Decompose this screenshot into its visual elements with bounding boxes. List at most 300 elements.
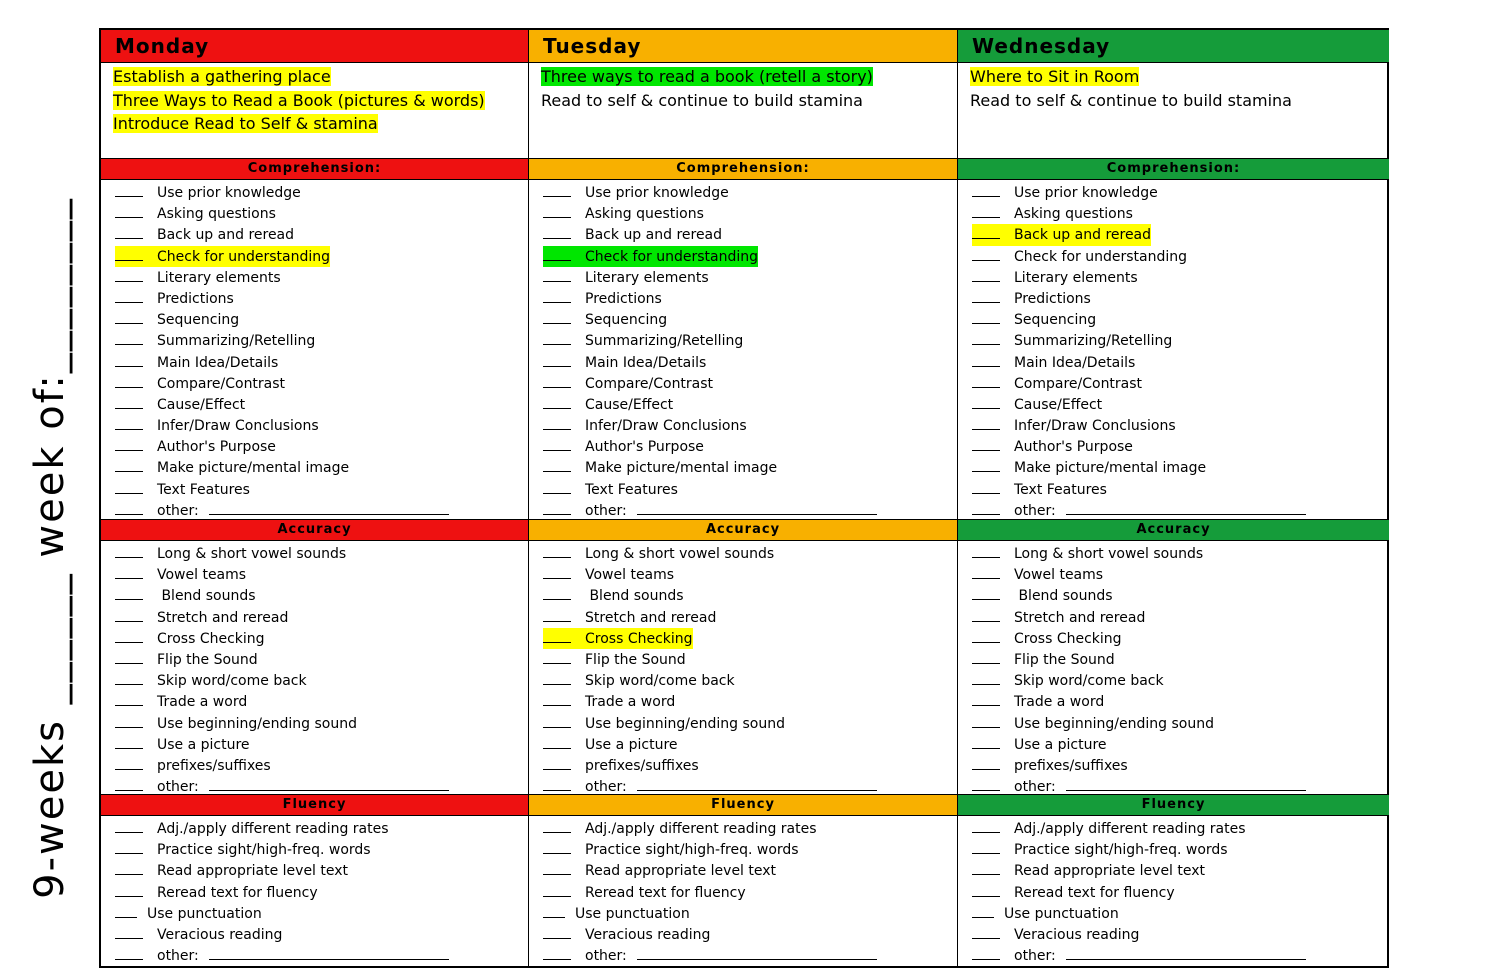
checklist-item-label: Read appropriate level text bbox=[157, 863, 349, 880]
check-blank[interactable] bbox=[543, 203, 571, 218]
check-blank[interactable] bbox=[543, 839, 571, 854]
checklist-item[interactable] bbox=[972, 839, 1389, 860]
check-blank[interactable] bbox=[972, 649, 1000, 664]
checklist-item[interactable] bbox=[115, 903, 528, 924]
checklist-item[interactable] bbox=[543, 924, 957, 945]
check-blank[interactable] bbox=[543, 500, 571, 515]
check-blank[interactable] bbox=[115, 224, 143, 239]
checklist-item[interactable] bbox=[972, 330, 1389, 351]
check-blank[interactable] bbox=[543, 924, 571, 939]
checklist-item[interactable] bbox=[115, 330, 528, 351]
side-label-text: 9-weeks ______ week of:________ bbox=[27, 197, 73, 899]
checklist-item[interactable] bbox=[972, 394, 1389, 415]
check-blank[interactable] bbox=[115, 839, 143, 854]
checklist-item[interactable] bbox=[543, 267, 957, 288]
check-blank[interactable] bbox=[543, 309, 571, 324]
checklist-item[interactable] bbox=[972, 288, 1389, 309]
checklist-item[interactable] bbox=[115, 500, 528, 520]
check-blank[interactable] bbox=[543, 734, 571, 749]
check-blank[interactable] bbox=[972, 839, 1000, 854]
checklist-item[interactable] bbox=[543, 755, 957, 776]
checklist-item-label: other: bbox=[1014, 779, 1056, 795]
checklist-item[interactable] bbox=[543, 691, 957, 712]
check-blank[interactable] bbox=[115, 776, 143, 791]
checklist-item[interactable] bbox=[115, 436, 528, 457]
checklist-item[interactable] bbox=[972, 309, 1389, 330]
comprehension-checklist bbox=[101, 180, 528, 520]
section-header-accuracy: Accuracy bbox=[529, 520, 957, 541]
check-blank[interactable] bbox=[972, 182, 1000, 197]
check-blank[interactable] bbox=[115, 691, 143, 706]
goal-text: Where to Sit in Room bbox=[970, 67, 1140, 86]
check-blank[interactable] bbox=[543, 224, 571, 239]
checklist-item[interactable] bbox=[972, 903, 1389, 924]
checklist-item-label: Use prior knowledge bbox=[157, 185, 301, 201]
check-blank[interactable] bbox=[115, 860, 143, 875]
checklist-item-label: Back up and reread bbox=[157, 227, 295, 244]
check-blank[interactable] bbox=[543, 415, 571, 430]
checklist-item-label: Cause/Effect bbox=[1014, 396, 1103, 413]
checklist-item-label: Compare/Contrast bbox=[1014, 375, 1143, 392]
checklist-item-label: Skip word/come back bbox=[157, 673, 307, 690]
checklist-item-label: other: bbox=[585, 502, 627, 519]
day-column-monday bbox=[101, 30, 529, 966]
check-blank[interactable] bbox=[543, 246, 571, 261]
checklist-item[interactable] bbox=[543, 224, 957, 245]
checklist-item[interactable] bbox=[543, 373, 957, 394]
checklist-item[interactable] bbox=[972, 628, 1389, 649]
checklist-item[interactable] bbox=[972, 352, 1389, 373]
check-blank[interactable] bbox=[543, 818, 571, 833]
checklist-item[interactable] bbox=[115, 224, 528, 245]
check-blank[interactable] bbox=[972, 479, 1000, 494]
checklist-item-label: prefixes/suffixes bbox=[157, 757, 271, 774]
checklist-item-label: Trade a word bbox=[1014, 694, 1105, 711]
checklist-item-label: Asking questions bbox=[585, 206, 704, 223]
check-blank[interactable] bbox=[972, 246, 1000, 261]
checklist-item[interactable] bbox=[972, 415, 1389, 436]
checklist-item[interactable] bbox=[543, 649, 957, 670]
checklist-item-label: Read appropriate level text bbox=[1014, 863, 1206, 880]
check-blank[interactable] bbox=[972, 564, 1000, 579]
checklist-item-label: Infer/Draw Conclusions bbox=[1014, 418, 1176, 435]
checklist-item-label: Use a picture bbox=[157, 736, 250, 753]
checklist-item[interactable] bbox=[115, 267, 528, 288]
check-blank[interactable] bbox=[543, 670, 571, 685]
check-blank[interactable] bbox=[115, 903, 137, 918]
check-blank[interactable] bbox=[115, 500, 143, 515]
check-blank[interactable] bbox=[115, 352, 143, 367]
checklist-item[interactable] bbox=[543, 818, 957, 839]
checklist-item-label: Skip word/come back bbox=[1014, 673, 1164, 690]
checklist-item[interactable] bbox=[972, 436, 1389, 457]
checklist-item-label: other: bbox=[1014, 948, 1056, 965]
checklist-item[interactable] bbox=[972, 373, 1389, 394]
checklist-item[interactable] bbox=[972, 246, 1389, 267]
section-header-fluency: Fluency bbox=[958, 795, 1389, 816]
daily-goals bbox=[958, 63, 1389, 159]
checklist-item[interactable] bbox=[115, 607, 528, 628]
checklist-item-label: Flip the Sound bbox=[1014, 651, 1115, 668]
checklist-item[interactable] bbox=[972, 649, 1389, 670]
check-blank[interactable] bbox=[115, 309, 143, 324]
checklist-item-label: Infer/Draw Conclusions bbox=[585, 418, 747, 435]
checklist-item[interactable] bbox=[115, 691, 528, 712]
check-blank[interactable] bbox=[543, 436, 571, 451]
other-fill-line[interactable] bbox=[637, 502, 877, 515]
check-blank[interactable] bbox=[972, 373, 1000, 388]
checklist-item-label: Practice sight/high-freq. words bbox=[1014, 842, 1228, 859]
checklist-item-label: other: bbox=[1014, 502, 1056, 519]
checklist-item[interactable] bbox=[115, 860, 528, 881]
check-blank[interactable] bbox=[543, 607, 571, 622]
checklist-item[interactable] bbox=[115, 755, 528, 776]
checklist-item[interactable] bbox=[115, 309, 528, 330]
checklist-item-label: other: bbox=[157, 948, 199, 965]
checklist-item[interactable] bbox=[115, 839, 528, 860]
check-blank[interactable] bbox=[115, 924, 143, 939]
checklist-item[interactable] bbox=[972, 564, 1389, 585]
other-fill-line[interactable] bbox=[209, 778, 449, 791]
checklist-item[interactable] bbox=[972, 267, 1389, 288]
check-blank[interactable] bbox=[115, 246, 143, 261]
section-header-fluency: Fluency bbox=[529, 795, 957, 816]
checklist-item-label: Check for understanding bbox=[157, 248, 330, 265]
checklist-item[interactable] bbox=[972, 224, 1389, 245]
checklist-item[interactable] bbox=[543, 330, 957, 351]
check-blank[interactable] bbox=[972, 224, 1000, 239]
check-blank[interactable] bbox=[115, 373, 143, 388]
goal-line bbox=[113, 65, 518, 89]
check-blank[interactable] bbox=[115, 713, 143, 728]
check-blank[interactable] bbox=[543, 903, 565, 918]
checklist-item-label: Text Features bbox=[1014, 481, 1107, 498]
checklist-item[interactable] bbox=[115, 415, 528, 436]
check-blank[interactable] bbox=[543, 713, 571, 728]
checklist-item[interactable] bbox=[115, 713, 528, 734]
check-blank[interactable] bbox=[972, 670, 1000, 685]
checklist-item-label: Stretch and reread bbox=[1014, 609, 1146, 626]
checklist-item[interactable] bbox=[543, 839, 957, 860]
accuracy-checklist bbox=[958, 541, 1389, 795]
checklist-item[interactable] bbox=[115, 734, 528, 755]
checklist-item-label: Compare/Contrast bbox=[157, 375, 286, 392]
checklist-item[interactable] bbox=[543, 860, 957, 881]
checklist-item[interactable] bbox=[115, 288, 528, 309]
check-blank[interactable] bbox=[972, 628, 1000, 643]
checklist-item-label: Stretch and reread bbox=[157, 609, 289, 626]
checklist-item-label: Asking questions bbox=[1014, 206, 1133, 223]
checklist-item[interactable] bbox=[543, 628, 957, 649]
check-blank[interactable] bbox=[972, 818, 1000, 833]
checklist-item-label: Flip the Sound bbox=[585, 651, 686, 668]
day-header: Wednesday bbox=[958, 30, 1389, 63]
checklist-item[interactable] bbox=[543, 479, 957, 500]
checklist-item[interactable] bbox=[543, 607, 957, 628]
check-blank[interactable] bbox=[972, 882, 1000, 897]
checklist-item-label: Veracious reading bbox=[585, 926, 711, 943]
check-blank[interactable] bbox=[543, 182, 571, 197]
goal-text: Introduce Read to Self & stamina bbox=[113, 114, 378, 133]
check-blank[interactable] bbox=[543, 776, 571, 791]
checklist-item[interactable] bbox=[543, 585, 957, 606]
check-blank[interactable] bbox=[115, 585, 143, 600]
checklist-item[interactable] bbox=[543, 903, 957, 924]
goal-text: Three ways to read a book (retell a story) bbox=[541, 67, 873, 86]
check-blank[interactable] bbox=[115, 670, 143, 685]
check-blank[interactable] bbox=[972, 713, 1000, 728]
check-blank[interactable] bbox=[543, 373, 571, 388]
checklist-item[interactable] bbox=[115, 182, 528, 203]
check-blank[interactable] bbox=[972, 203, 1000, 218]
check-blank[interactable] bbox=[115, 882, 143, 897]
other-fill-line[interactable] bbox=[1066, 947, 1306, 960]
other-fill-line[interactable] bbox=[209, 947, 449, 960]
section-header-comprehension: Comprehension: bbox=[958, 159, 1389, 180]
checklist-item[interactable] bbox=[115, 585, 528, 606]
checklist-item-label: Practice sight/high-freq. words bbox=[157, 842, 371, 859]
section-header-comprehension: Comprehension: bbox=[101, 159, 528, 180]
check-blank[interactable] bbox=[115, 203, 143, 218]
check-blank[interactable] bbox=[972, 607, 1000, 622]
accuracy-checklist bbox=[529, 541, 957, 795]
check-blank[interactable] bbox=[543, 860, 571, 875]
check-blank[interactable] bbox=[972, 330, 1000, 345]
checklist-item[interactable] bbox=[543, 882, 957, 903]
checklist-item[interactable] bbox=[543, 670, 957, 691]
checklist-item[interactable] bbox=[972, 543, 1389, 564]
checklist-item-label: Use punctuation bbox=[575, 905, 690, 922]
checklist-item-label: Reread text for fluency bbox=[1014, 884, 1175, 901]
checklist-item-label: Asking questions bbox=[157, 206, 276, 223]
check-blank[interactable] bbox=[972, 585, 1000, 600]
checklist-item[interactable] bbox=[115, 882, 528, 903]
check-blank[interactable] bbox=[972, 543, 1000, 558]
checklist-item[interactable] bbox=[543, 288, 957, 309]
checklist-item[interactable] bbox=[115, 457, 528, 478]
check-blank[interactable] bbox=[543, 543, 571, 558]
fluency-checklist bbox=[958, 816, 1389, 976]
goal-text: Three Ways to Read a Book (pictures & words) bbox=[113, 90, 485, 110]
other-fill-line[interactable] bbox=[637, 947, 877, 960]
checklist-item[interactable] bbox=[115, 394, 528, 415]
check-blank[interactable] bbox=[972, 288, 1000, 303]
checklist-item[interactable] bbox=[115, 649, 528, 670]
checklist-item-label: Practice sight/high-freq. words bbox=[585, 842, 799, 859]
checklist-item-label: Text Features bbox=[585, 481, 678, 498]
checklist-item[interactable] bbox=[972, 457, 1389, 478]
checklist-item[interactable] bbox=[972, 479, 1389, 500]
checklist-item[interactable] bbox=[115, 479, 528, 500]
check-blank[interactable] bbox=[543, 945, 571, 960]
checklist-item[interactable] bbox=[543, 713, 957, 734]
check-blank[interactable] bbox=[972, 945, 1000, 960]
checklist-item-label: Make picture/mental image bbox=[585, 460, 778, 477]
day-column-tuesday bbox=[529, 30, 958, 966]
check-blank[interactable] bbox=[543, 585, 571, 600]
check-blank[interactable] bbox=[543, 649, 571, 664]
checklist-item-label: Author's Purpose bbox=[1014, 439, 1133, 456]
check-blank[interactable] bbox=[115, 457, 143, 472]
check-blank[interactable] bbox=[972, 457, 1000, 472]
check-blank[interactable] bbox=[115, 330, 143, 345]
check-blank[interactable] bbox=[115, 734, 143, 749]
checklist-item-label: Vowel teams bbox=[157, 567, 247, 584]
checklist-item[interactable] bbox=[543, 543, 957, 564]
check-blank[interactable] bbox=[972, 860, 1000, 875]
checklist-item[interactable] bbox=[972, 607, 1389, 628]
checklist-item[interactable] bbox=[972, 182, 1389, 203]
checklist-item[interactable] bbox=[543, 734, 957, 755]
other-fill-line[interactable] bbox=[209, 502, 449, 515]
checklist-item[interactable] bbox=[543, 203, 957, 224]
checklist-item[interactable] bbox=[543, 182, 957, 203]
checklist-item[interactable] bbox=[972, 585, 1389, 606]
check-blank[interactable] bbox=[972, 924, 1000, 939]
check-blank[interactable] bbox=[972, 734, 1000, 749]
check-blank[interactable] bbox=[543, 288, 571, 303]
checklist-item[interactable] bbox=[115, 246, 528, 267]
check-blank[interactable] bbox=[972, 755, 1000, 770]
checklist-item-label: Predictions bbox=[585, 290, 662, 307]
check-blank[interactable] bbox=[543, 394, 571, 409]
checklist-item[interactable] bbox=[543, 564, 957, 585]
check-blank[interactable] bbox=[543, 330, 571, 345]
checklist-item-label: Stretch and reread bbox=[585, 609, 717, 626]
check-blank[interactable] bbox=[543, 882, 571, 897]
checklist-item[interactable] bbox=[115, 203, 528, 224]
checklist-item[interactable] bbox=[115, 776, 528, 795]
check-blank[interactable] bbox=[115, 945, 143, 960]
check-blank[interactable] bbox=[972, 415, 1000, 430]
check-blank[interactable] bbox=[115, 479, 143, 494]
day-column-wednesday bbox=[958, 30, 1389, 966]
checklist-item-label: other: bbox=[157, 502, 199, 519]
checklist-item[interactable] bbox=[115, 628, 528, 649]
check-blank[interactable] bbox=[543, 352, 571, 367]
check-blank[interactable] bbox=[543, 755, 571, 770]
checklist-item[interactable] bbox=[972, 860, 1389, 881]
checklist-item[interactable] bbox=[543, 457, 957, 478]
day-header: Monday bbox=[101, 30, 528, 63]
checklist-item-label: Use punctuation bbox=[1004, 905, 1119, 922]
checklist-item-label: Summarizing/Retelling bbox=[1014, 333, 1173, 350]
checklist-item[interactable] bbox=[115, 818, 528, 839]
checklist-item-label: Blend sounds bbox=[1014, 588, 1113, 605]
checklist-item[interactable] bbox=[543, 394, 957, 415]
checklist-item-label: Main Idea/Details bbox=[1014, 354, 1136, 371]
checklist-item-label: Back up and reread bbox=[585, 227, 723, 244]
checklist-item-label: Veracious reading bbox=[157, 926, 283, 943]
check-blank[interactable] bbox=[115, 415, 143, 430]
checklist-item[interactable] bbox=[115, 373, 528, 394]
lesson-planner bbox=[99, 28, 1389, 968]
check-blank[interactable] bbox=[972, 691, 1000, 706]
check-blank[interactable] bbox=[115, 267, 143, 282]
check-blank[interactable] bbox=[543, 267, 571, 282]
checklist-item[interactable] bbox=[543, 776, 957, 795]
check-blank[interactable] bbox=[115, 543, 143, 558]
check-blank[interactable] bbox=[972, 352, 1000, 367]
checklist-item[interactable] bbox=[972, 500, 1389, 520]
goal-line bbox=[113, 112, 518, 136]
check-blank[interactable] bbox=[972, 267, 1000, 282]
checklist-item[interactable] bbox=[115, 543, 528, 564]
checklist-item[interactable] bbox=[972, 924, 1389, 945]
checklist-item-label: Use beginning/ending sound bbox=[585, 715, 785, 732]
checklist-item[interactable] bbox=[972, 882, 1389, 903]
check-blank[interactable] bbox=[115, 564, 143, 579]
other-fill-line[interactable] bbox=[637, 778, 877, 791]
check-blank[interactable] bbox=[115, 288, 143, 303]
checklist-item-label: Literary elements bbox=[1014, 269, 1138, 286]
check-blank[interactable] bbox=[972, 776, 1000, 791]
check-blank[interactable] bbox=[543, 479, 571, 494]
checklist-item-label: Veracious reading bbox=[1014, 926, 1140, 943]
check-blank[interactable] bbox=[115, 755, 143, 770]
check-blank[interactable] bbox=[115, 436, 143, 451]
check-blank[interactable] bbox=[543, 691, 571, 706]
checklist-item[interactable] bbox=[115, 670, 528, 691]
checklist-item-label: Trade a word bbox=[157, 694, 248, 711]
check-blank[interactable] bbox=[972, 309, 1000, 324]
goal-text: Read to self & continue to build stamina bbox=[541, 90, 863, 110]
check-blank[interactable] bbox=[115, 649, 143, 664]
checklist-item[interactable] bbox=[972, 776, 1389, 795]
check-blank[interactable] bbox=[115, 394, 143, 409]
checklist-item[interactable] bbox=[972, 670, 1389, 691]
checklist-item-label: Check for understanding bbox=[585, 248, 758, 265]
checklist-item[interactable] bbox=[115, 924, 528, 945]
checklist-item[interactable] bbox=[543, 246, 957, 267]
checklist-item[interactable] bbox=[543, 436, 957, 457]
checklist-item[interactable] bbox=[543, 352, 957, 373]
check-blank[interactable] bbox=[115, 628, 143, 643]
goal-line bbox=[113, 89, 518, 113]
checklist-item-label: Vowel teams bbox=[585, 567, 675, 584]
check-blank[interactable] bbox=[972, 436, 1000, 451]
other-fill-line[interactable] bbox=[1066, 778, 1306, 791]
check-blank[interactable] bbox=[972, 500, 1000, 515]
checklist-item[interactable] bbox=[972, 818, 1389, 839]
check-blank[interactable] bbox=[543, 628, 571, 643]
checklist-item-label: Use prior knowledge bbox=[585, 185, 729, 201]
check-blank[interactable] bbox=[543, 457, 571, 472]
checklist-item[interactable] bbox=[972, 713, 1389, 734]
checklist-item[interactable] bbox=[115, 564, 528, 585]
checklist-item[interactable] bbox=[543, 500, 957, 520]
checklist-item[interactable] bbox=[543, 309, 957, 330]
check-blank[interactable] bbox=[543, 564, 571, 579]
check-blank[interactable] bbox=[115, 182, 143, 197]
checklist-item[interactable] bbox=[972, 734, 1389, 755]
checklist-item[interactable] bbox=[972, 203, 1389, 224]
check-blank[interactable] bbox=[972, 903, 994, 918]
fluency-checklist bbox=[101, 816, 528, 976]
checklist-item[interactable] bbox=[972, 691, 1389, 712]
checklist-item-label: Blend sounds bbox=[157, 588, 256, 605]
checklist-item-label: Literary elements bbox=[585, 269, 709, 286]
check-blank[interactable] bbox=[115, 818, 143, 833]
check-blank[interactable] bbox=[115, 607, 143, 622]
checklist-item[interactable] bbox=[972, 755, 1389, 776]
check-blank[interactable] bbox=[972, 394, 1000, 409]
other-fill-line[interactable] bbox=[1066, 502, 1306, 515]
checklist-item[interactable] bbox=[543, 415, 957, 436]
checklist-item-label: prefixes/suffixes bbox=[585, 757, 699, 774]
checklist-item[interactable] bbox=[115, 352, 528, 373]
checklist-item-label: Sequencing bbox=[157, 312, 240, 329]
